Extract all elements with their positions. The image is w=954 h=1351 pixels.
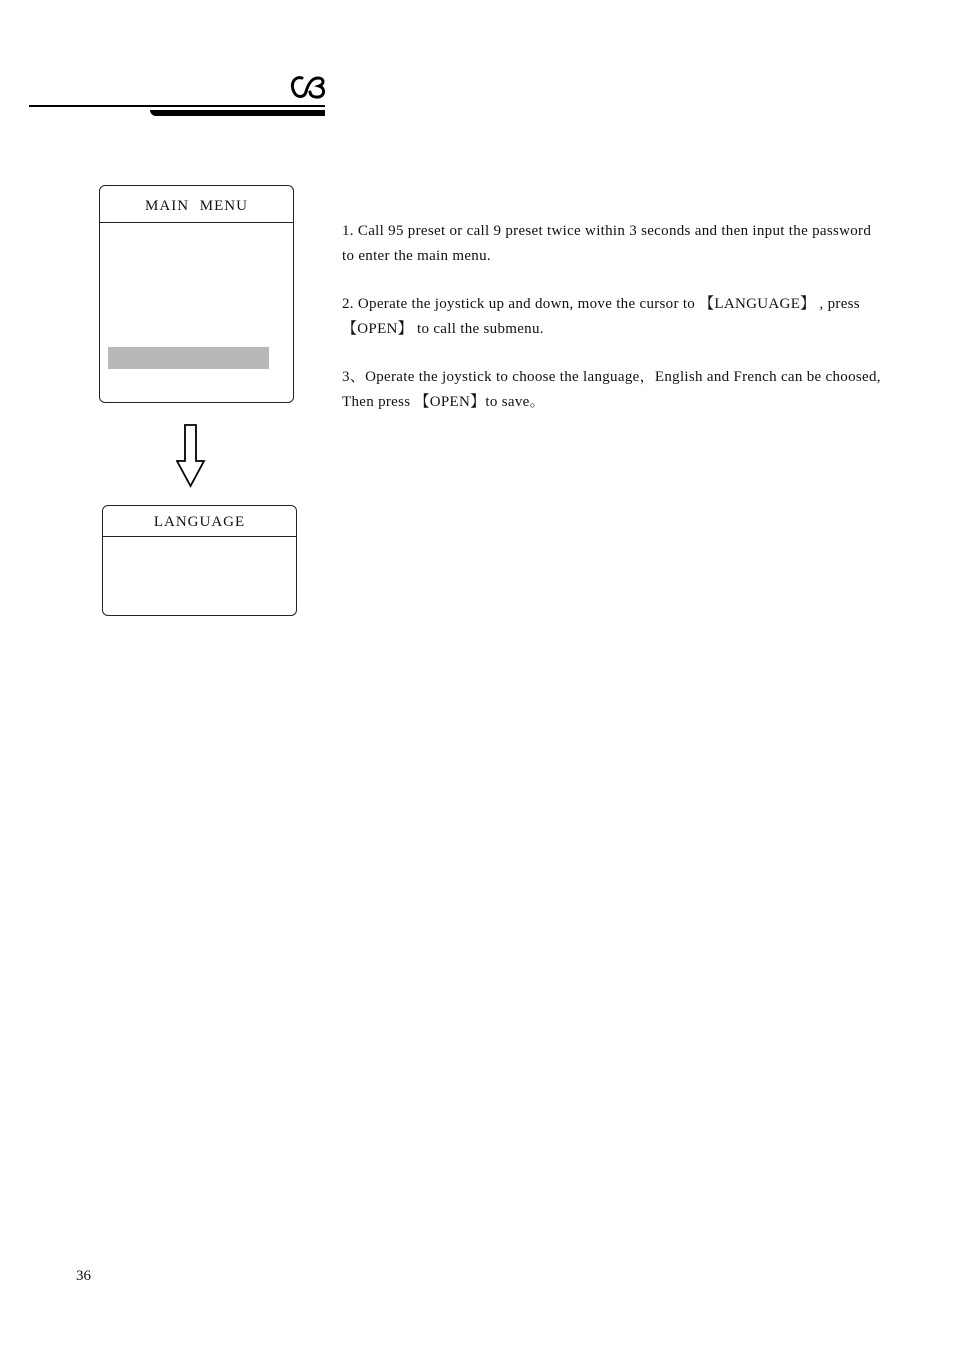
language-menu-title: LANGUAGE xyxy=(153,514,246,530)
header-rule-thick xyxy=(150,110,325,116)
instructions-text xyxy=(342,219,882,438)
main-menu-title: MAIN MENU xyxy=(145,198,248,214)
instruction-step-2: 2. Operate the joystick up and down, move the cursor to 【LANGUAGE】 , press 【OPEN】 to call the submenu. xyxy=(342,296,860,337)
main-menu-divider xyxy=(100,222,293,223)
language-menu-screen xyxy=(102,505,297,616)
menu-cursor-highlight xyxy=(108,347,269,369)
language-menu-divider xyxy=(103,536,296,537)
instruction-step-3: 3、Operate the joystick to choose the language，English and French can be choosed, Then press 【OPEN】to save。 xyxy=(342,369,881,410)
down-arrow-icon xyxy=(176,424,206,488)
instruction-step-1: 1. Call 95 preset or call 9 preset twice within 3 seconds and then input the password to enter the main menu. xyxy=(342,223,872,264)
main-menu-screen xyxy=(99,185,294,403)
scroll-ornament-icon xyxy=(288,72,328,102)
header-rule-thin xyxy=(29,105,325,107)
page-number: 36 xyxy=(76,1268,91,1284)
